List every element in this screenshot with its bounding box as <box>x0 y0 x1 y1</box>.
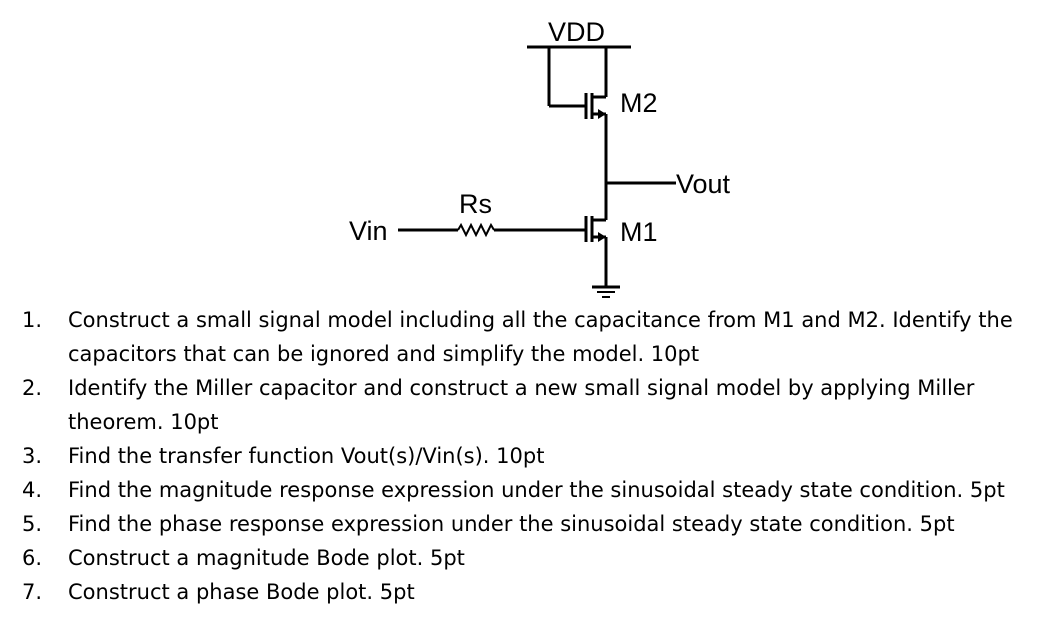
rs-resistor <box>458 225 494 235</box>
item-number: 6. <box>22 546 43 570</box>
item-text: Find the phase response expression under the sinusoidal steady state condition. 5pt <box>68 512 955 536</box>
rs-label: Rs <box>459 189 492 219</box>
item-number: 4. <box>22 478 43 502</box>
vdd-label: VDD <box>548 17 606 47</box>
vout-label: Vout <box>676 169 731 199</box>
m2-transistor <box>549 47 606 210</box>
item-text: Identify the Miller capacitor and construct a new small signal model by applying Miller theorem. 10pt <box>68 376 975 434</box>
list-item <box>22 507 1052 541</box>
item-text: Construct a magnitude Bode plot. 5pt <box>68 546 465 570</box>
list-item <box>22 575 1052 609</box>
list-item <box>22 303 1052 371</box>
m1-label: M1 <box>620 217 658 247</box>
item-number: 5. <box>22 512 43 536</box>
item-text: Construct a small signal model including all the capacitance from M1 and M2. Identify the capacitors that can be ignored and simplify the model. 10pt <box>68 308 1013 366</box>
vin-label: Vin <box>349 216 388 246</box>
item-number: 3. <box>22 444 43 468</box>
item-number: 1. <box>22 308 43 332</box>
item-text: Construct a phase Bode plot. 5pt <box>68 580 415 604</box>
list-item <box>22 541 1052 575</box>
item-number: 2. <box>22 376 43 400</box>
list-item <box>22 371 1052 439</box>
list-item <box>22 439 1052 473</box>
ground-icon <box>592 287 620 297</box>
m1-transistor <box>586 210 606 287</box>
question-list <box>22 303 1052 609</box>
m2-label: M2 <box>620 88 658 118</box>
circuit-diagram <box>0 0 1064 300</box>
item-number: 7. <box>22 580 43 604</box>
item-text: Find the transfer function Vout(s)/Vin(s). 10pt <box>68 444 545 468</box>
item-text: Find the magnitude response expression under the sinusoidal steady state condition. 5pt <box>68 478 1005 502</box>
list-item <box>22 473 1052 507</box>
